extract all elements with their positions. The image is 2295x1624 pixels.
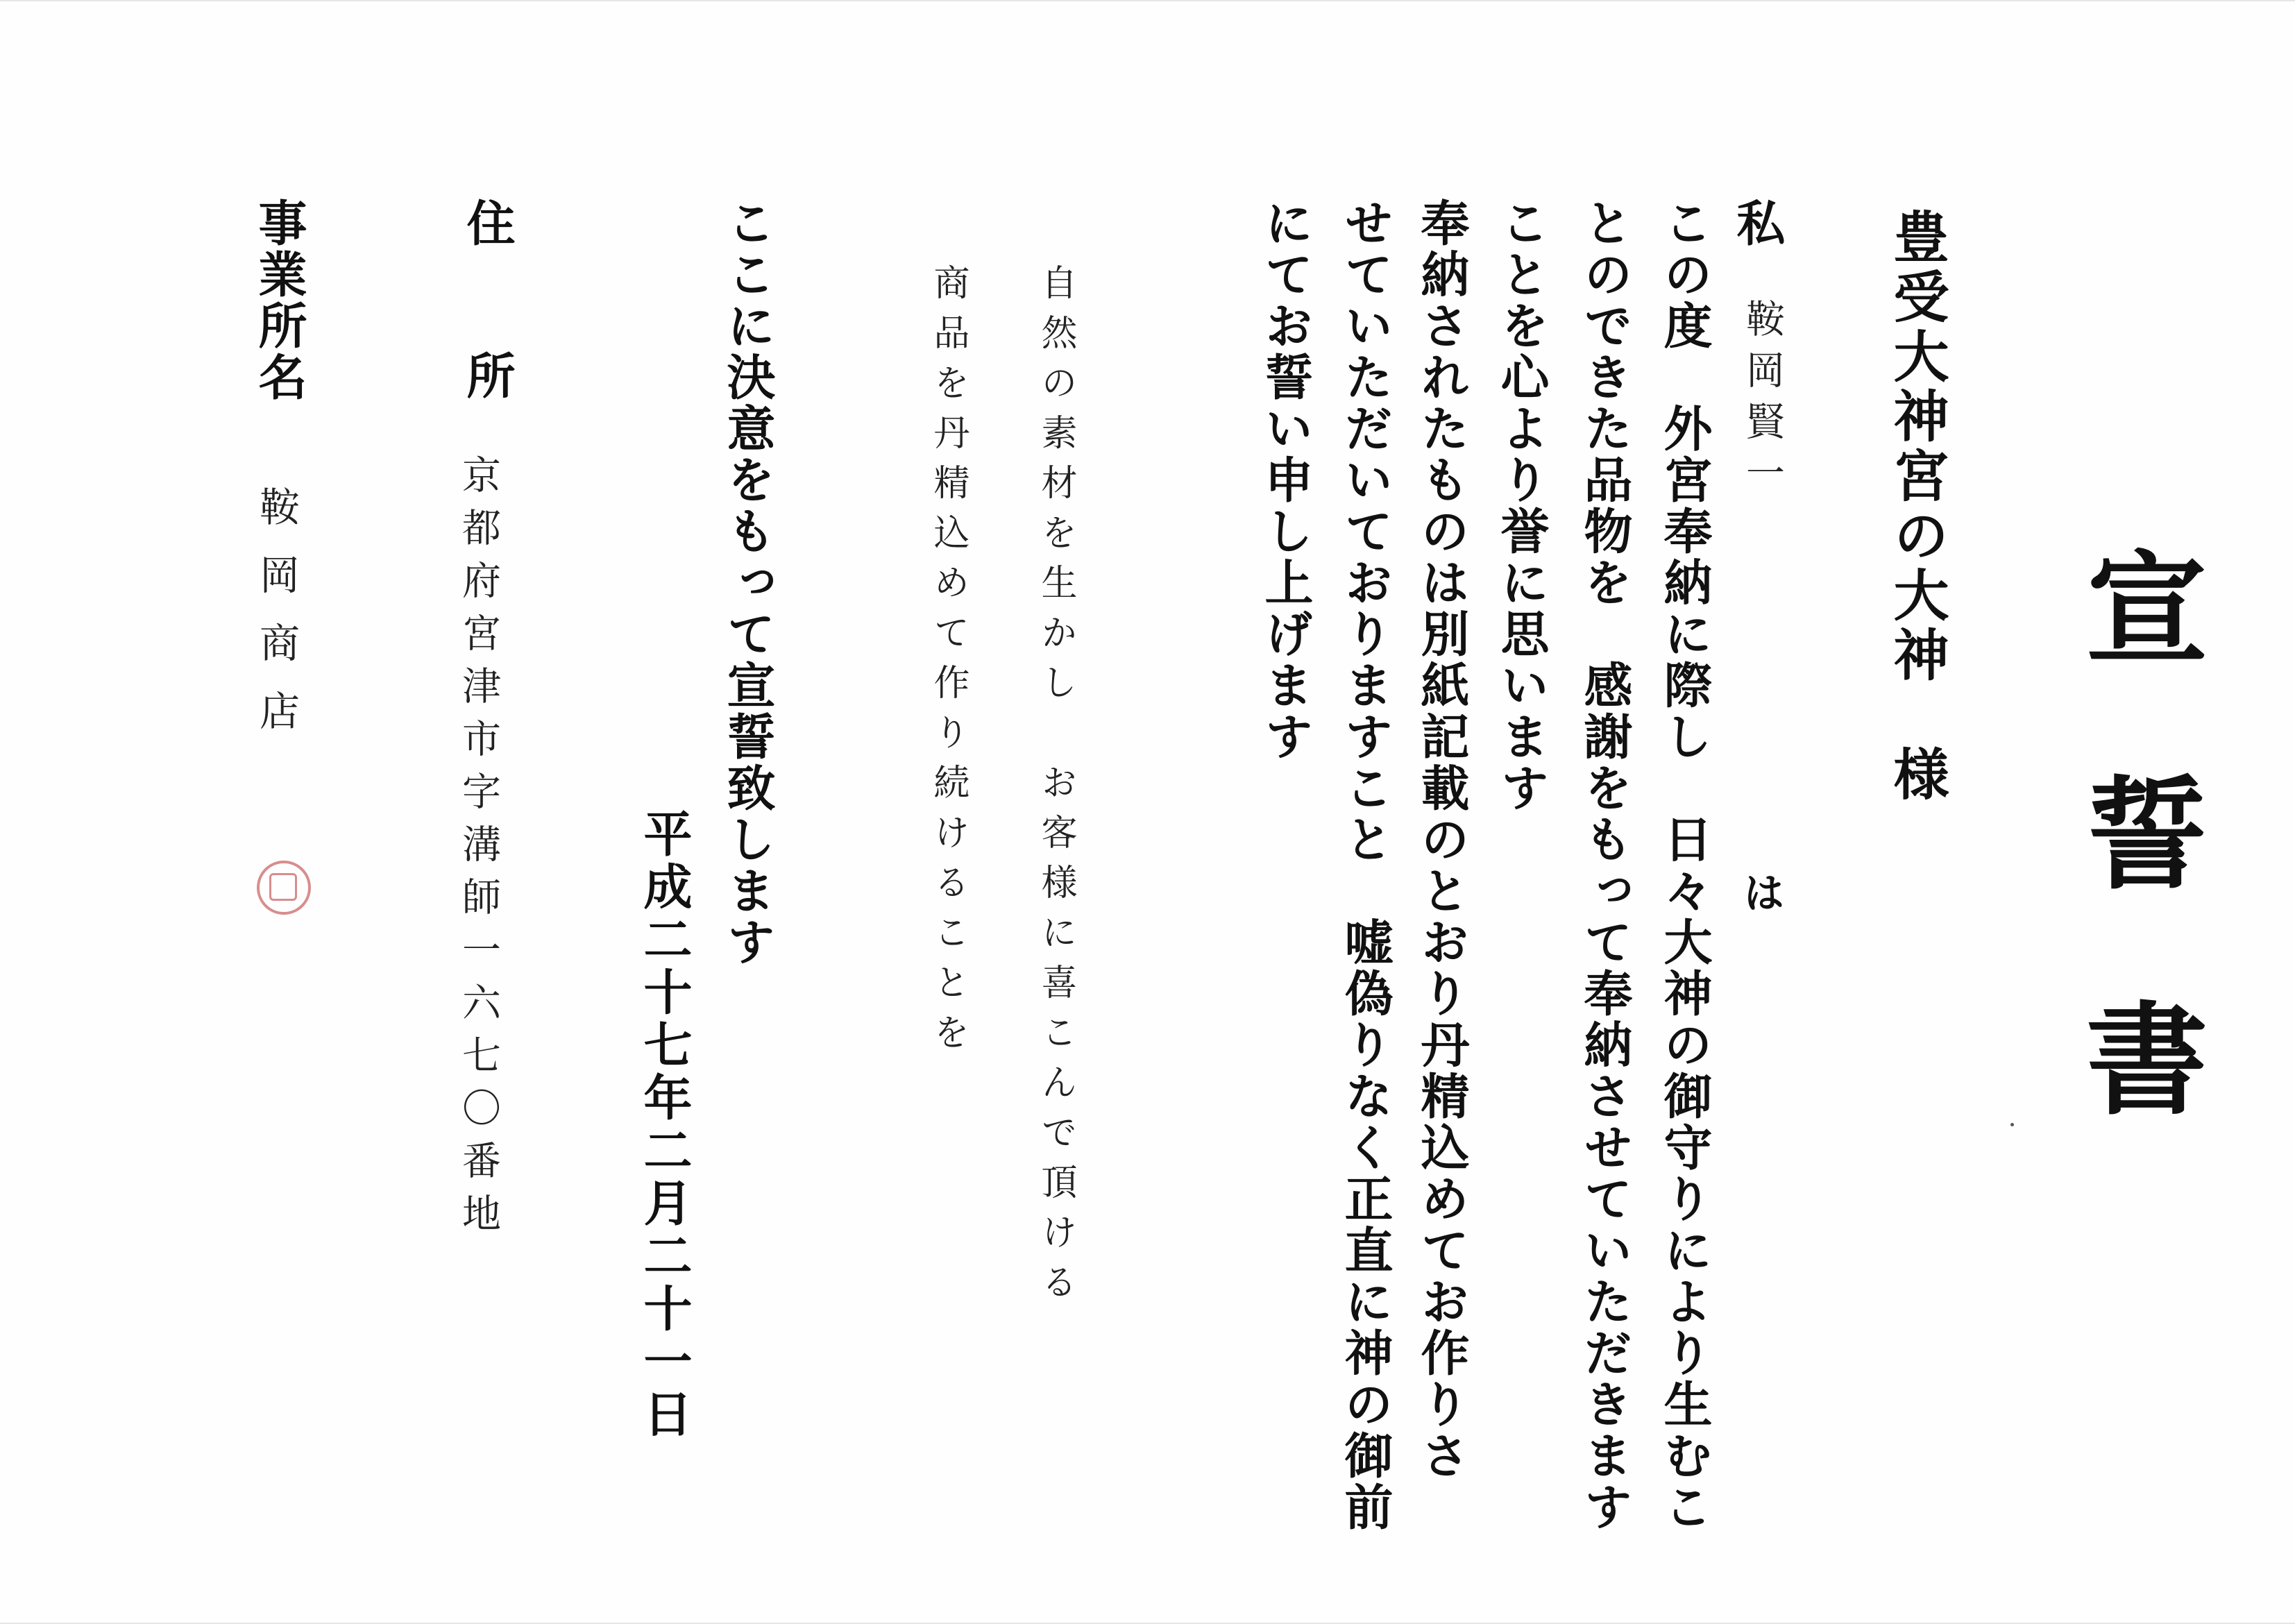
document-date: 平成二十七年二月二十一日 [636, 809, 693, 1441]
seal-stamp [257, 861, 311, 915]
business-name-label: 事業所名 [251, 198, 308, 403]
body-line-6: にてお誓い申し上げます [1257, 198, 1314, 763]
business-name-value: 鞍岡商店 [253, 486, 300, 758]
body-line-5: せていただいておりますこと 嘘偽りなく正直に神の御前 [1337, 198, 1394, 1533]
document-title: 宣誓書 [2066, 545, 2208, 1221]
closing-declaration: ここに決意をもって宣誓致します [719, 198, 777, 968]
handwritten-statement-2: 商品を丹精込めて作り続けることを [927, 264, 969, 1063]
handwritten-name: 鞍岡賢一 [1740, 298, 1785, 504]
body-line-2: とのできた品物を 感謝をもって奉納させていただきます [1576, 198, 1634, 1533]
body-line-3: ことを心より誉に思います [1493, 198, 1550, 814]
address-value: 京都府宮津市字溝師一六七〇番地 [456, 455, 501, 1246]
body-line-particle: は [1736, 871, 1785, 915]
address-label: 住所 [459, 198, 516, 503]
body-line-1: この度 外宮奉納に際し 日々大神の御守りにより生むこ [1656, 198, 1713, 1533]
addressee: 豊受大神宮の大神 様 [1884, 208, 1949, 805]
body-line-4: 奉納されたものは別紙記載のとおり丹精込めてお作りさ [1413, 198, 1471, 1482]
handwritten-statement-1: 自然の素材を生かし お客様に喜こんで頂ける [1035, 264, 1076, 1313]
scan-speck [2010, 1123, 2014, 1126]
body-line-pronoun: 私 [1729, 198, 1786, 249]
scan-edge-top [0, 0, 2295, 1]
